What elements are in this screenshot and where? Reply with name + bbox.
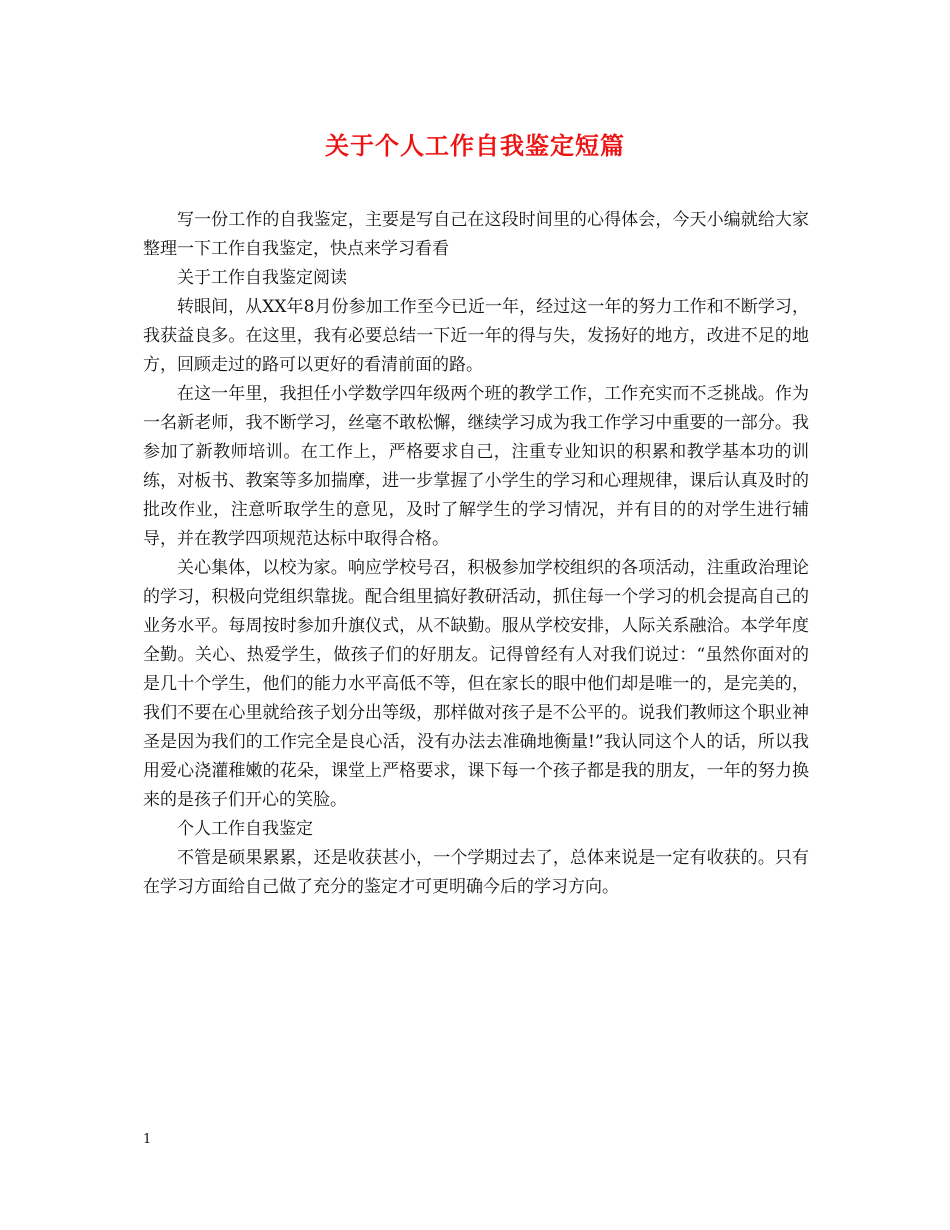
paragraph-heading-reading: 关于工作自我鉴定阅读: [177, 268, 347, 288]
paragraph-overview: 转眼间，从XX年8月份参加工作至今已近一年，经过这一年的努力工作和不断学习，我获益良多。在这里，我有必要总结一下近一年的得与失，发扬好的地方，改进不足的地方，回顾走过的路可以更好的看清前面的路。: [143, 297, 809, 375]
paragraph-collective: 关心集体，以校为家。响应学校号召，积极参加学校组织的各项活动，注重政治理论的学习，积极向党组织靠拢。配合组里搞好教研活动，抓住每一个学习的机会提高自己的业务水平。每周按时参加升旗仪式，从不缺勤。服从学校安排，人际关系融洽。本学年度全勤。关心、热爱学生，做孩子们的好朋友。记得曾经有人对我们说过：“虽然你面对的是几十个学生，他们的能力水平高低不等，但在家长的眼中他们却是唯一的，是完美的，我们不要在心里就给孩子划分出等级，那样做对孩子是不公平的。说我们教师这个职业神圣是因为我们的工作完全是良心活，没有办法去准确地衡量!”我认同这个人的话，所以我用爱心浇灌稚嫩的花朵，课堂上严格要求，课下每一个孩子都是我的朋友，一年的努力换来的是孩子们开心的笑脸。: [143, 558, 809, 810]
page-number: 1: [143, 1132, 152, 1147]
document-title: 关于个人工作自我鉴定短篇: [325, 131, 625, 160]
paragraph-teaching: 在这一年里，我担任小学数学四年级两个班的教学工作，工作充实而不乏挑战。作为一名新老师，我不断学习，丝毫不敢松懈，继续学习成为我工作学习中重要的一部分。我参加了新教师培训。在工作上，严格要求自己，注重专业知识的积累和教学基本功的训练，对板书、教案等多加揣摩，进一步掌握了小学生的学习和心理规律，课后认真及时的批改作业，注意听取学生的意见，及时了解学生的学习情况，并有目的的对学生进行辅导，并在教学四项规范达标中取得合格。: [143, 384, 809, 549]
document-body: [143, 206, 809, 902]
paragraph-intro: 写一份工作的自我鉴定，主要是写自己在这段时间里的心得体会，今天小编就给大家整理一下工作自我鉴定，快点来学习看看: [143, 210, 809, 259]
paragraph-heading-personal: 个人工作自我鉴定: [177, 819, 313, 839]
paragraph-conclusion: 不管是硕果累累，还是收获甚小，一个学期过去了，总体来说是一定有收获的。只有在学习方面给自己做了充分的鉴定才可更明确今后的学习方向。: [143, 848, 809, 897]
